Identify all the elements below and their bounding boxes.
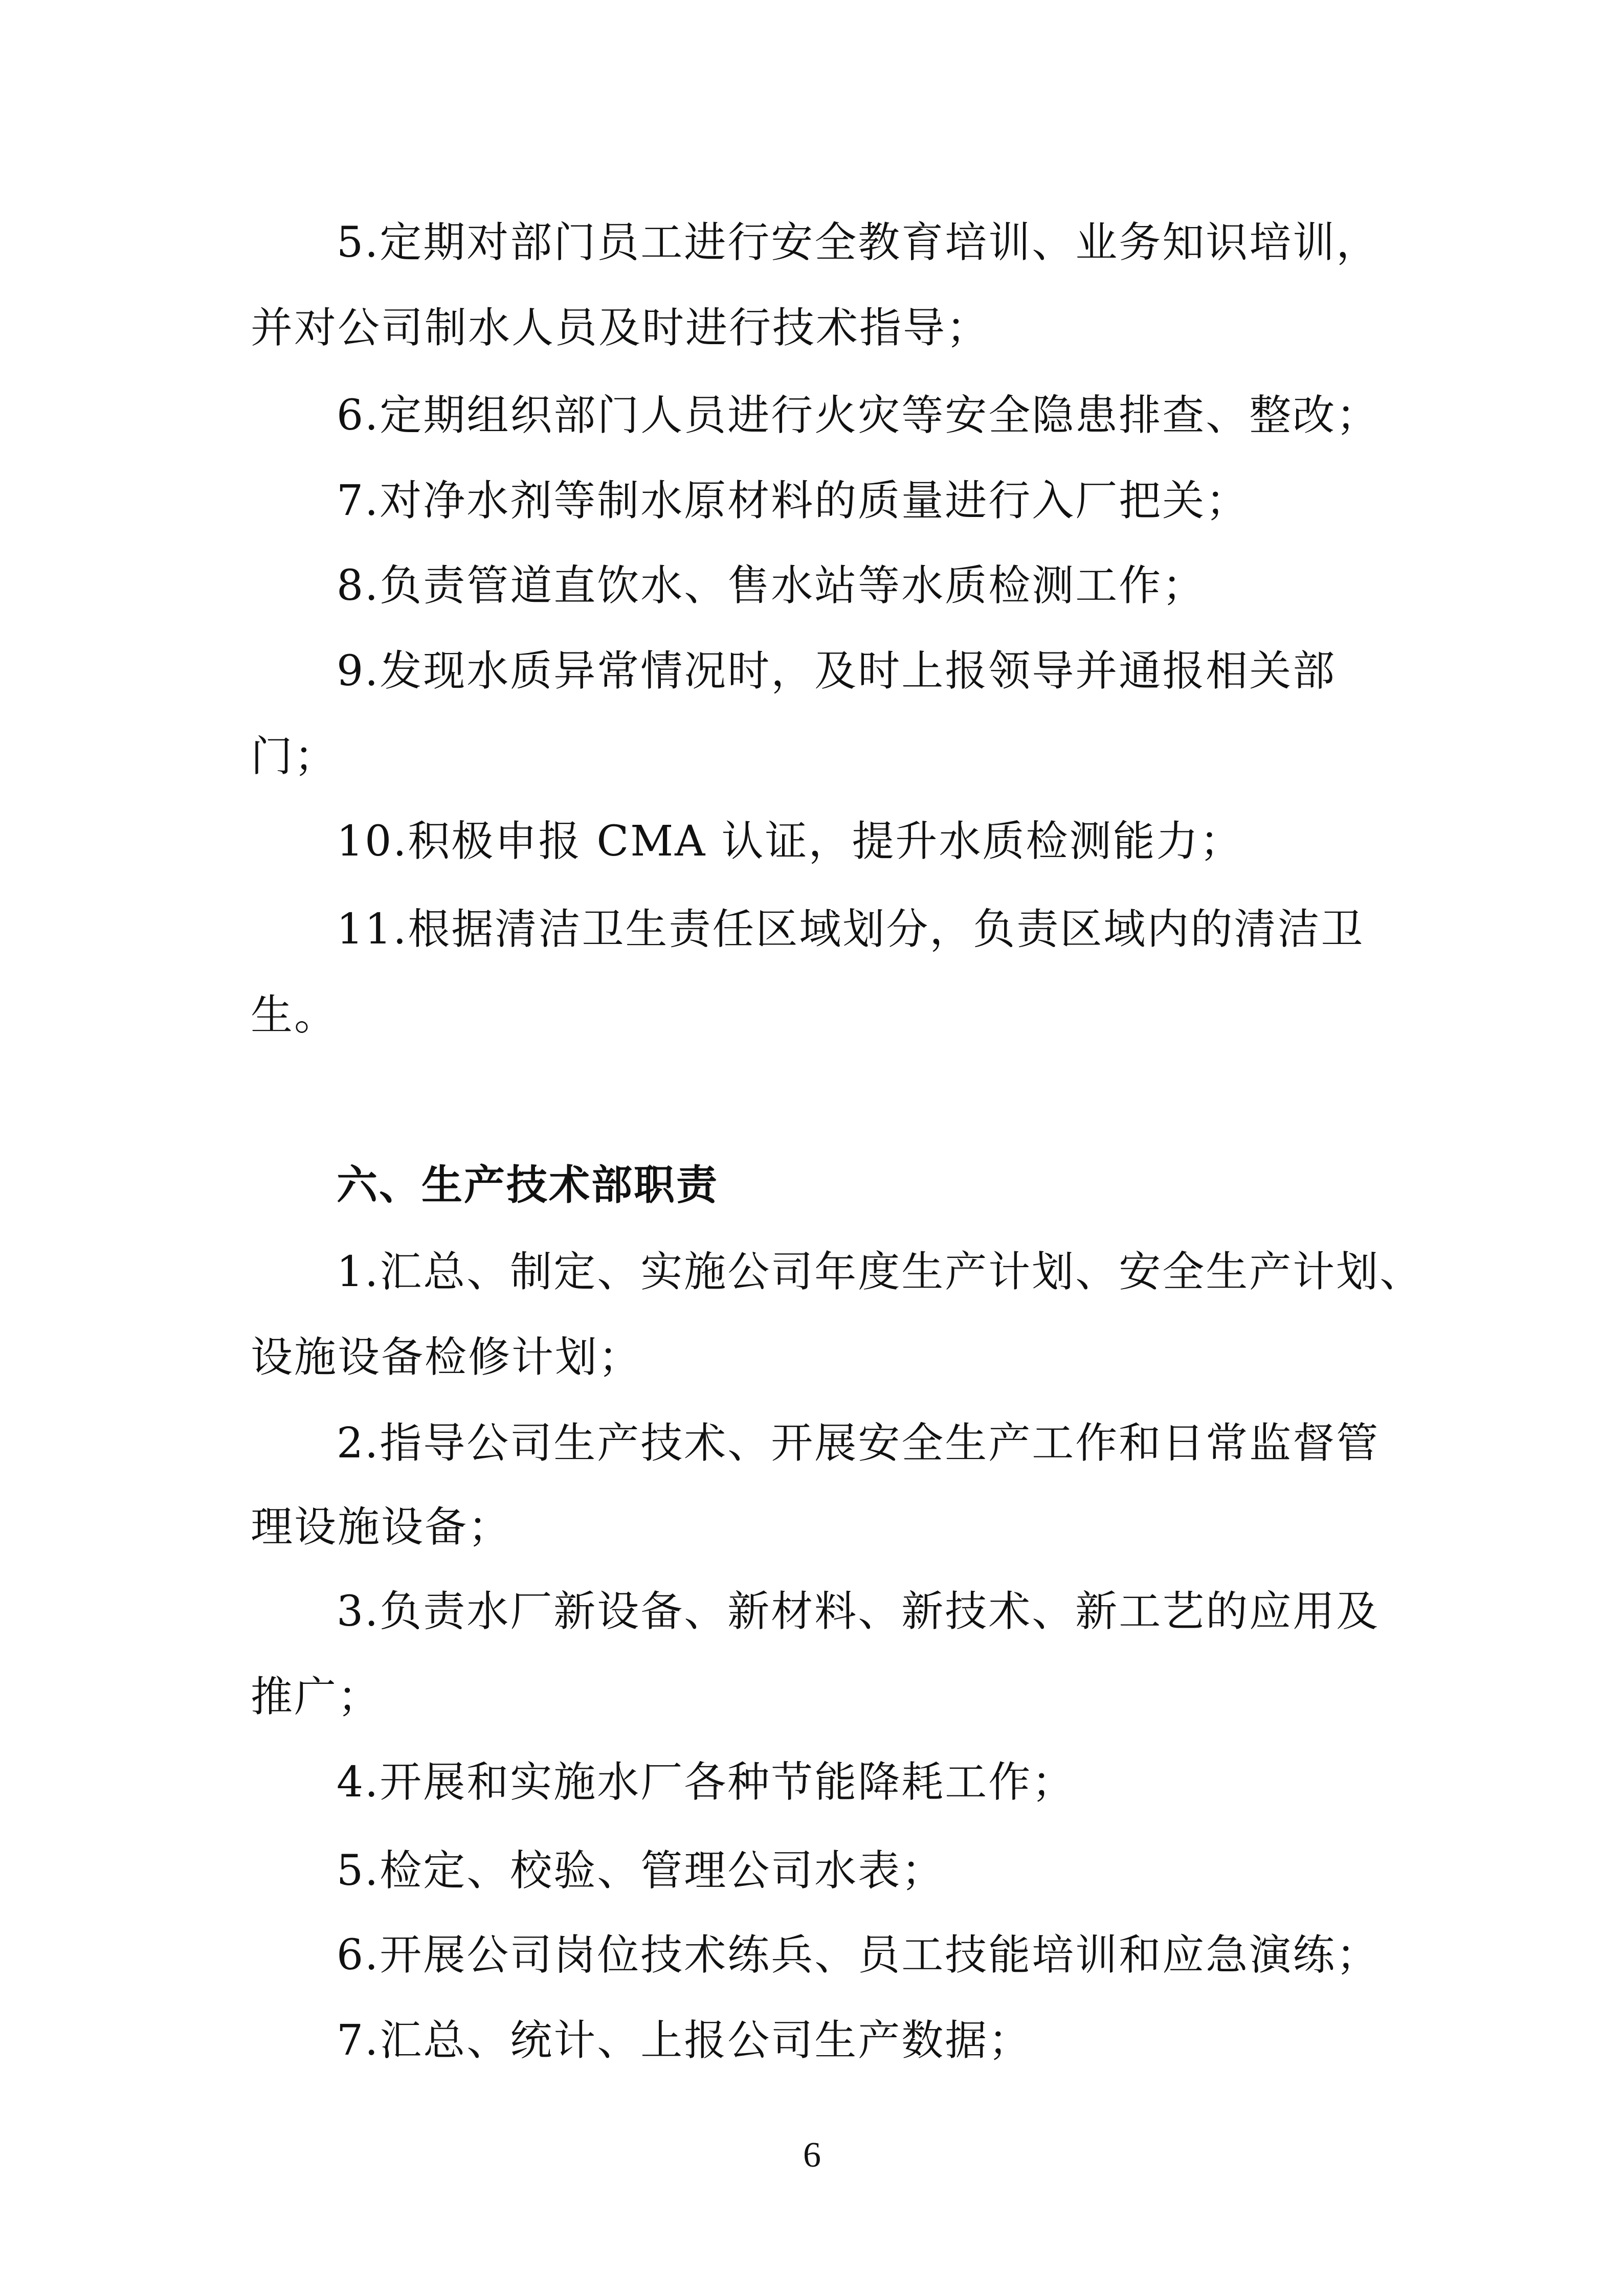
paragraph-line: 1.汇总、制定、实施公司年度生产计划、安全生产计划、 <box>337 1248 1423 1296</box>
paragraph-line: 5.检定、校验、管理公司水表； <box>337 1847 945 1895</box>
paragraph-line: 设施设备检修计划； <box>251 1333 642 1382</box>
paragraph-line: 6.开展公司岗位技术练兵、员工技能培训和应急演练； <box>337 1931 1380 1979</box>
paragraph-line: 8.负责管道直饮水、售水站等水质检测工作； <box>337 561 1206 610</box>
paragraph-line: 并对公司制水人员及时进行技术指导； <box>251 304 990 352</box>
paragraph-line: 11.根据清洁卫生责任区域划分，负责区域内的清洁卫 <box>337 905 1365 954</box>
paragraph-line: 门； <box>251 732 338 781</box>
paragraph-line: 生。 <box>251 991 338 1040</box>
paragraph-line: 4.开展和实施水厂各种节能降耗工作； <box>337 1758 1076 1807</box>
paragraph-line: 2.指导公司生产技术、开展安全生产工作和日常监督管 <box>337 1419 1380 1468</box>
paragraph-line: 9.发现水质异常情况时，及时上报领导并通报相关部 <box>337 647 1337 695</box>
paragraph-line: 理设施设备； <box>251 1503 512 1551</box>
paragraph-line: 10.积极申报 CMA 认证，提升水质检测能力； <box>337 817 1243 866</box>
paragraph-line: 5.定期对部门员工进行安全教育培训、业务知识培训， <box>337 218 1380 267</box>
paragraph-line: 7.汇总、统计、上报公司生产数据； <box>337 2016 1032 2065</box>
paragraph-line: 7.对净水剂等制水原材料的质量进行入厂把关； <box>337 477 1250 525</box>
section-heading: 六、生产技术部职责 <box>337 1161 719 1209</box>
paragraph-line: 6.定期组织部门人员进行火灾等安全隐患排查、整改； <box>337 391 1380 440</box>
page-number: 6 <box>803 2135 821 2175</box>
paragraph-line: 推广； <box>251 1673 382 1721</box>
paragraph-line: 3.负责水厂新设备、新材料、新技术、新工艺的应用及 <box>337 1587 1380 1636</box>
